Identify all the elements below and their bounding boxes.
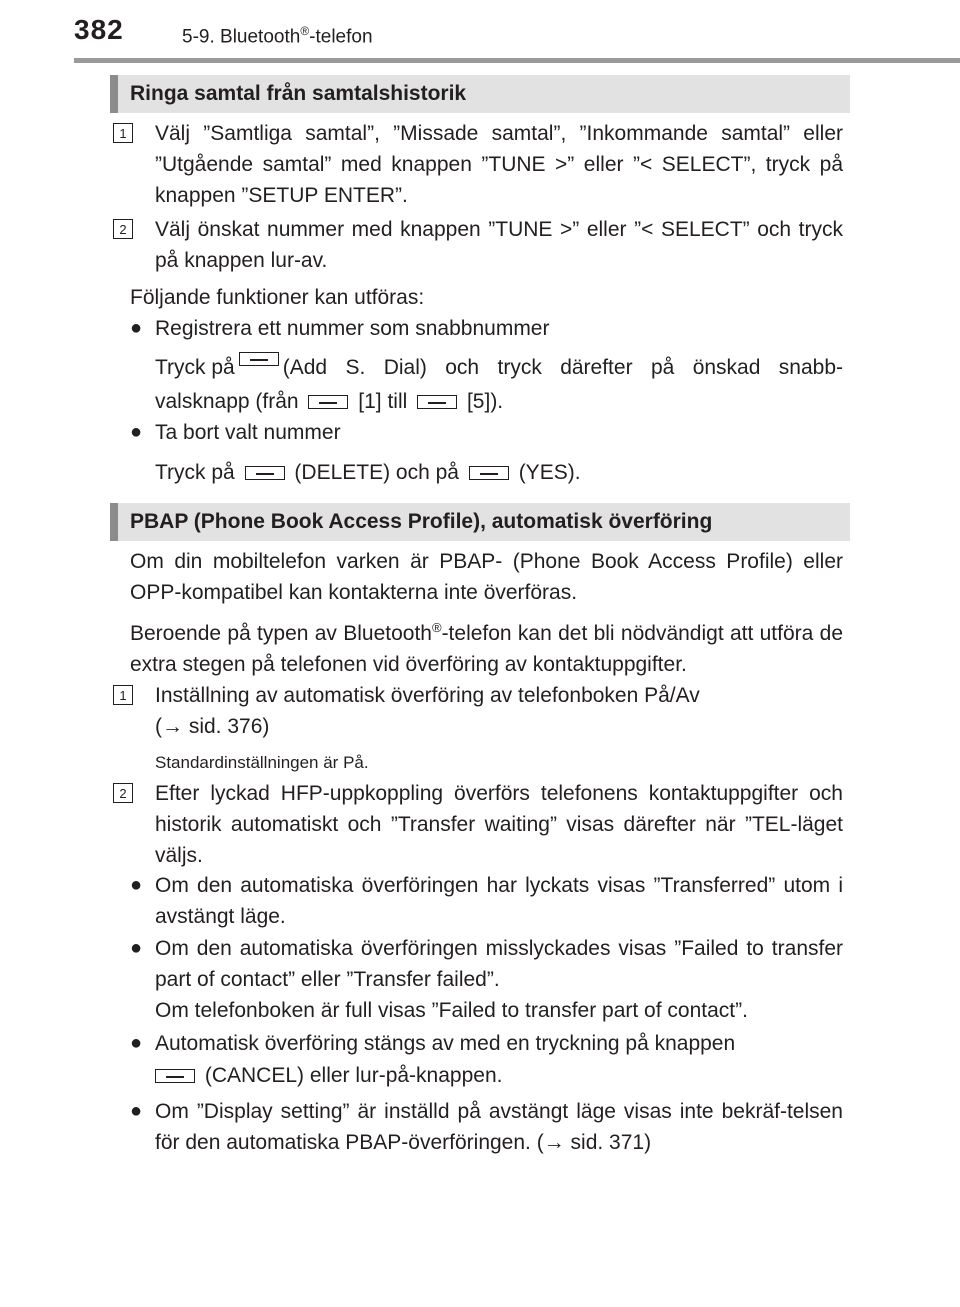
section-title-pbap <box>110 503 850 541</box>
pbap-step-2 <box>119 778 843 871</box>
text-fragment: (YES). <box>518 461 581 484</box>
text-fragment: [1] till <box>358 390 408 413</box>
header-rule <box>74 58 960 63</box>
step-number: 1 <box>113 685 133 705</box>
step-text: Inställning av automatisk överföring av telefonboken På/Av <box>155 684 700 707</box>
step-text: Välj önskat nummer med knappen ”TUNE >” eller ”< SELECT” och tryck på knappen lur-av. <box>155 218 843 272</box>
text-fragment: (DELETE) och på <box>294 461 459 484</box>
speed-dial-instructions <box>130 352 843 417</box>
bullet-title: Registrera ett nummer som snabbnummer <box>155 317 550 340</box>
section-suffix: -telefon <box>309 26 373 48</box>
step-number: 2 <box>113 783 133 803</box>
pbap-paragraph-2 <box>130 612 843 680</box>
bullet-delete-number <box>130 417 843 448</box>
section-title-text: Ringa samtal från samtalshistorik <box>130 82 467 105</box>
step-text: Välj ”Samtliga samtal”, ”Missade samtal”, ”Inkommande samtal” eller ”Utgående samtal” med knappen ”TUNE >” eller ”< SELECT”, tryck på knappen ”SETUP ENTER”. <box>155 122 843 207</box>
note-text: Standardinställningen är På. <box>155 753 369 772</box>
bullet-speed-dial <box>130 313 843 344</box>
bullet-icon: ● <box>130 421 143 443</box>
bullet-text: Om telefonboken är full visas ”Failed to transfer part of contact”. <box>155 999 748 1022</box>
bullet-text: Automatisk överföring stängs av med en tryckning på knappen <box>155 1032 736 1055</box>
softkey-button-icon <box>155 1069 195 1083</box>
bullet-icon: ● <box>130 1032 143 1054</box>
text-fragment: -telefon kan det bli nödvändigt att utföra de extra stegen på telefonen vid överföring av kontaktuppgifter. <box>130 622 844 676</box>
bullet-text: Om den automatiska överföringen har lyckats visas ”Transferred” utom i avstängt läge. <box>155 874 843 928</box>
page-header <box>0 0 960 70</box>
bullet-cancel-transfer <box>130 1028 843 1091</box>
text-fragment: Tryck på <box>155 356 235 379</box>
section-title-text: PBAP (Phone Book Access Profile), automatisk överföring <box>130 510 713 533</box>
step-number: 1 <box>113 123 133 143</box>
bullet-icon: ● <box>130 937 143 959</box>
step-text: Efter lyckad HFP-uppkoppling överförs telefonens kontaktuppgifter och historik automatiskt och ”Transfer waiting” visas därefter när ”TEL-läget väljs. <box>155 782 843 867</box>
text-fragment: (Add S. Dial) och tryck därefter på önskad snabb- <box>282 356 843 379</box>
pbap-step-1 <box>119 680 843 742</box>
bullet-text: Om ”Display setting” är inställd på avstängt läge visas inte bekräf-telsen för den automatiska PBAP-överföringen. (→ sid. 371) <box>155 1100 843 1154</box>
page-reference: (→ sid. 376) <box>155 715 270 738</box>
section-prefix: 5-9. Bluetooth <box>182 26 301 48</box>
step-2 <box>119 214 843 276</box>
registered-mark: ® <box>431 620 442 635</box>
bullet-text: Om den automatiska överföringen misslyckades visas ”Failed to transfer part of contact” eller ”Transfer failed”. <box>155 937 843 991</box>
text-fragment: Tryck på <box>155 461 235 484</box>
page-number: 382 <box>74 14 124 45</box>
pbap-paragraph-1: Om din mobiltelefon varken är PBAP- (Phone Book Access Profile) eller OPP-kompatibel kan kontakterna inte överföras. <box>130 550 843 604</box>
softkey-button-icon <box>469 466 509 480</box>
bullet-transferred <box>130 870 843 932</box>
bullet-title: Ta bort valt nummer <box>155 421 341 444</box>
step-1 <box>119 118 843 211</box>
bullet-text: (CANCEL) eller lur-på-knappen. <box>204 1064 503 1087</box>
default-setting-note <box>130 747 843 778</box>
softkey-button-icon <box>308 395 348 409</box>
softkey-button-icon <box>417 395 457 409</box>
step-number: 2 <box>113 219 133 239</box>
intro-text: Följande funktioner kan utföras: <box>130 286 425 309</box>
bullet-icon: ● <box>130 317 143 339</box>
text-fragment: Beroende på typen av Bluetooth <box>130 622 432 645</box>
bullet-transfer-failed <box>130 933 843 1026</box>
delete-instructions <box>130 457 843 488</box>
registered-mark: ® <box>300 24 310 38</box>
bullet-display-setting <box>130 1096 843 1158</box>
softkey-button-icon <box>245 466 285 480</box>
section-label <box>182 24 373 48</box>
section-title-call-history <box>110 75 850 113</box>
text-fragment: valsknapp (från <box>155 390 299 413</box>
bullet-icon: ● <box>130 1100 143 1122</box>
softkey-button-icon <box>239 352 279 366</box>
text-fragment: [5]). <box>466 390 504 413</box>
bullet-icon: ● <box>130 874 143 896</box>
